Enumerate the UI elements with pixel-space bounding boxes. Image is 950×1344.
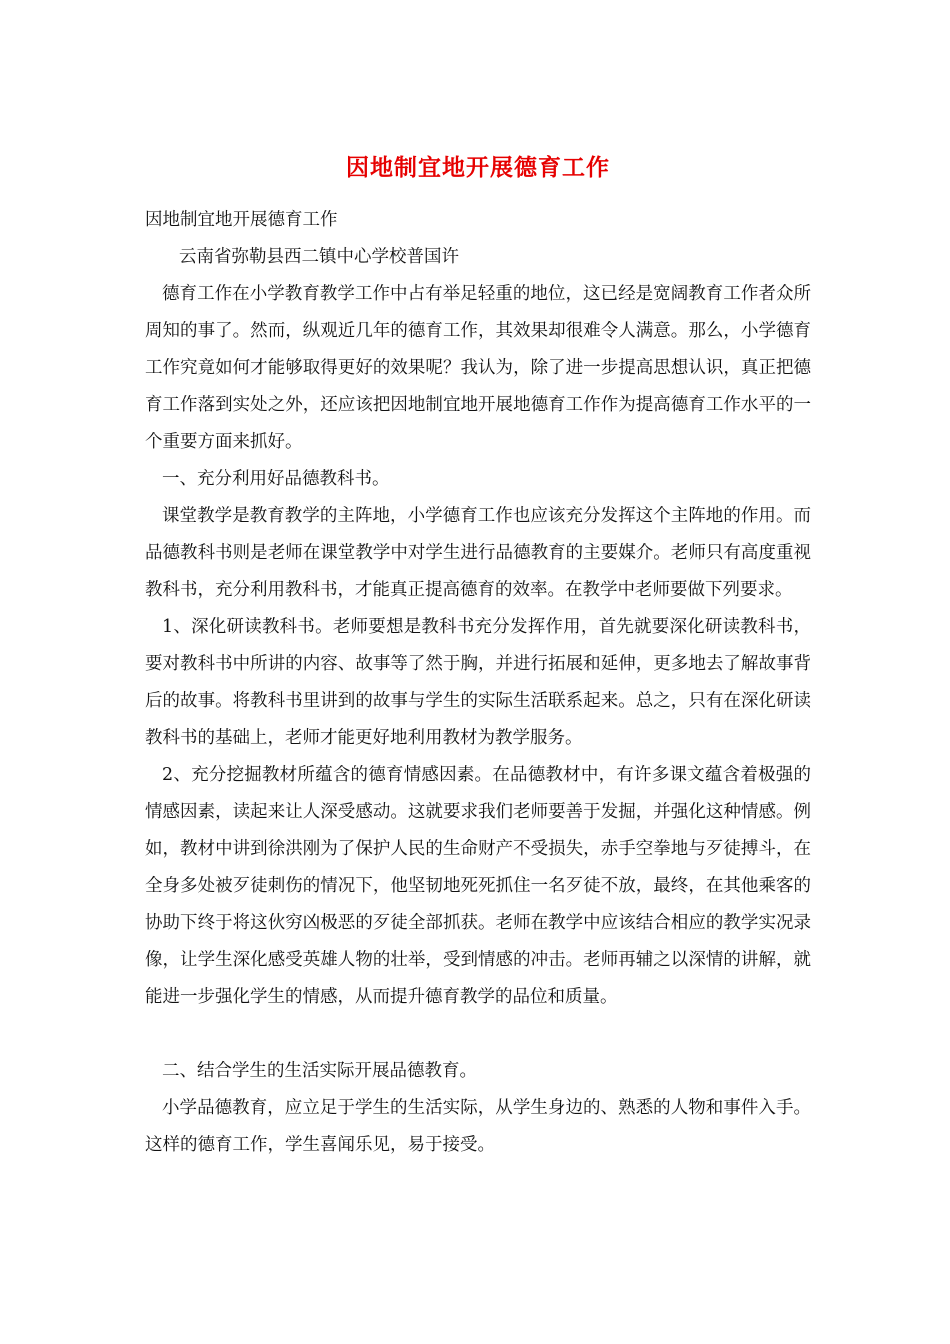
section-heading-1: 一、充分利用好品德教科书。 (162, 469, 390, 489)
paragraph-life: 小学品德教育，应立足于学生的生活实际，从学生身边的、熟悉的人物和事件入手。这样的德育工作，学生喜闻乐见，易于接受。 (145, 1098, 811, 1155)
document-body (145, 146, 811, 1164)
paragraph-author: 云南省弥勒县西二镇中心学校普国许 (179, 247, 459, 267)
paragraph-intro: 德育工作在小学教育教学工作中占有举足轻重的地位，这已经是宽阔教育工作者众所周知的事了。然而，纵观近几年的德育工作，其效果却很难令人满意。那么，小学德育工作究竟如何才能够取得更好的效果呢？我认为，除了进一步提高思想认识，真正把德育工作落到实处之外，还应该把因地制宜地开展地德育工作作为提高德育工作水平的一个重要方面来抓好。 (145, 284, 811, 452)
paragraph-point-2: 2、充分挖掘教材所蕴含的德育情感因素。在品德教材中，有许多课文蕴含着极强的情感因素，读起来让人深受感动。这就要求我们老师要善于发掘，并强化这种情感。例如，教材中讲到徐洪刚为了保护人民的生命财产不受损失，赤手空拳地与歹徒搏斗，在全身多处被歹徒刺伤的情况下，他坚韧地死死抓住一名歹徒不放，最终，在其他乘客的协助下终于将这伙穷凶极恶的歹徒全部抓获。老师在教学中应该结合相应的教学实况录像，让学生深化感受英雄人物的壮举，受到情感的冲击。老师再辅之以深情的讲解，就能进一步强化学生的情感，从而提升德育教学的品位和质量。 (145, 765, 811, 1007)
blank-line (145, 1016, 811, 1053)
paragraph-classroom: 课堂教学是教育教学的主阵地，小学德育工作也应该充分发挥这个主阵地的作用。而品德教科书则是老师在课堂教学中对学生进行品德教育的主要媒介。老师只有高度重视教科书，充分利用教科书，才能真正提高德育的效率。在教学中老师要做下列要求。 (145, 506, 811, 600)
paragraph-repeated-title: 因地制宜地开展德育工作 (145, 210, 338, 230)
paragraph-point-1: 1、深化研读教科书。老师要想是教科书充分发挥作用，首先就要深化研读教科书，要对教科书中所讲的内容、故事等了然于胸，并进行拓展和延伸，更多地去了解故事背后的故事。将教科书里讲到的故事与学生的实际生活联系起来。总之，只有在深化研读教科书的基础上，老师才能更好地利用教材为教学服务。 (145, 617, 811, 748)
document-title: 因地制宜地开展德育工作 (346, 154, 610, 181)
section-heading-2: 二、结合学生的生活实际开展品德教育。 (162, 1061, 477, 1081)
